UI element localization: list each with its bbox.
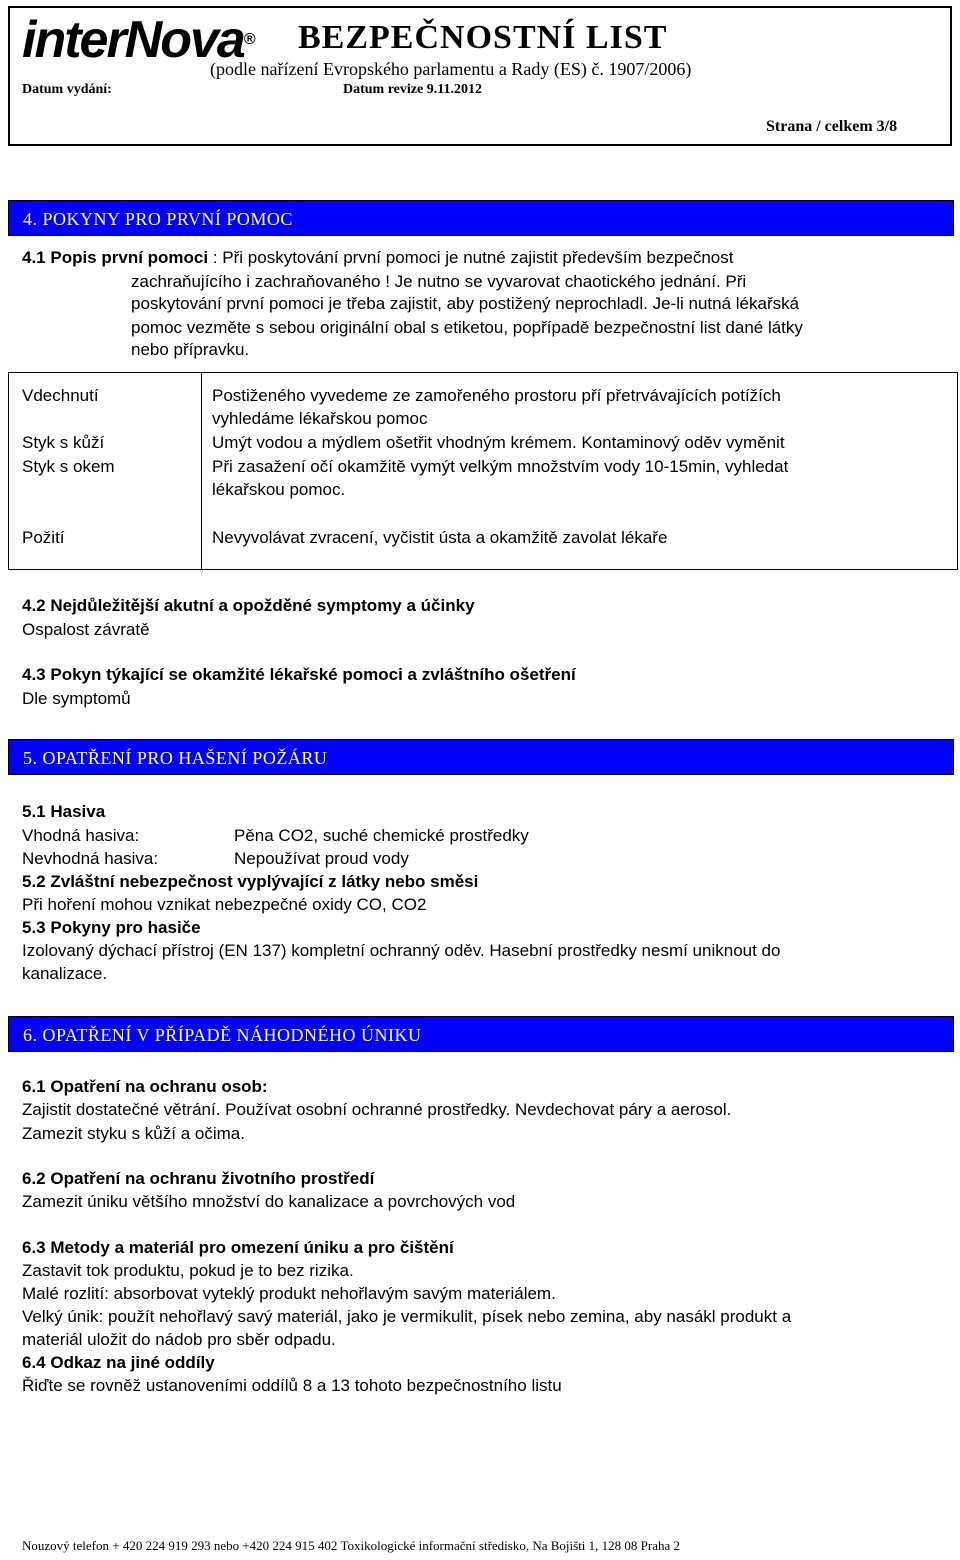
unsuitable-value: Nepoužívat proud vody xyxy=(234,849,409,868)
p52-text: Při hoření mohou vznikat nebezpečné oxidy CO, CO2 xyxy=(22,895,427,914)
route-inhalation: Vdechnutí xyxy=(22,386,99,405)
p41-line5: nebo přípravku. xyxy=(131,340,250,359)
table-divider xyxy=(201,372,202,570)
p63-title: 6.3 Metody a materiál pro omezení úniku a pro čištění xyxy=(22,1238,454,1257)
route-ingestion: Požití xyxy=(22,528,65,547)
eye-text-1: Při zasažení očí okamžitě vymýt velkým množstvím vody 10-15min, vyhledat xyxy=(212,457,789,476)
skin-text: Umýt vodou a mýdlem ošetřit vhodným krémem. Kontaminový oděv vyměnit xyxy=(212,433,785,452)
p43-title: 4.3 Pokyn týkající se okamžité lékařské pomoci a zvláštního ošetření xyxy=(22,665,576,684)
p64-title: 6.4 Odkaz na jiné oddíly xyxy=(22,1353,215,1372)
p62-text: Zamezit úniku většího množství do kanalizace a povrchových vod xyxy=(22,1192,516,1211)
p41-line2: zachraňujícího i zachraňovaného ! Je nutno se vyvarovat chaotického jednání. Při xyxy=(131,272,747,291)
eye-text-2: lékařskou pomoc. xyxy=(212,480,346,499)
revision-date: Datum revize 9.11.2012 xyxy=(343,82,482,97)
inhalation-text-2: vyhledáme lékařskou pomoc xyxy=(212,409,428,428)
issue-date: Datum vydání: xyxy=(22,82,112,97)
route-eye: Styk s okem xyxy=(22,457,115,476)
p63-line4: materiál uložit do nádob pro sběr odpadu. xyxy=(22,1330,336,1349)
section-5-header: 5. OPATŘENÍ PRO HAŠENÍ POŽÁRU xyxy=(8,739,954,775)
emergency-phone-footer: Nouzový telefon + 420 224 919 293 nebo +420 224 915 402 Toxikologické informační středisko, Na Bojišti 1, 128 08 Praha 2 xyxy=(22,1538,681,1553)
p53-line2: kanalizace. xyxy=(22,964,108,983)
ingestion-text: Nevyvolávat zvracení, vyčistit ústa a okamžitě zavolat lékaře xyxy=(212,528,668,547)
p42-text: Ospalost závratě xyxy=(22,620,150,639)
p41-line4: pomoc vezměte s sebou originální obal s etiketou, popřípadě bezpečnostní list dané látky xyxy=(131,318,803,337)
p61-title: 6.1 Opatření na ochranu osob: xyxy=(22,1077,268,1096)
p63-line1: Zastavit tok produktu, pokud je to bez rizika. xyxy=(22,1261,354,1280)
company-logo: interNova® xyxy=(22,11,256,69)
p63-line3: Velký únik: použít nehořlavý savý materiál, jako je vermikulit, písek nebo zemina, aby nasákl produkt a xyxy=(22,1307,792,1326)
document-title: BEZPEČNOSTNÍ LIST xyxy=(298,19,668,56)
unsuitable-label: Nevhodná hasiva: xyxy=(22,849,159,868)
section-4-header: 4. POKYNY PRO PRVNÍ POMOC xyxy=(8,200,954,236)
p43-text: Dle symptomů xyxy=(22,689,131,708)
suitable-label: Vhodná hasiva: xyxy=(22,826,140,845)
p53-line1: Izolovaný dýchací přístroj (EN 137) kompletní ochranný oděv. Hasební prostředky nesmí uniknout do xyxy=(22,941,781,960)
p61-line1: Zajistit dostatečné větrání. Používat osobní ochranné prostředky. Nevdechovat páry a aerosol. xyxy=(22,1100,732,1119)
p42-title: 4.2 Nejdůležitější akutní a opožděné symptomy a účinky xyxy=(22,596,475,615)
p62-title: 6.2 Opatření na ochranu životního prostředí xyxy=(22,1169,375,1188)
page-counter: Strana / celkem 3/8 xyxy=(766,118,898,135)
inhalation-text-1: Postiženého vyvedeme ze zamořeného prostoru pří přetrvávajících potížích xyxy=(212,386,781,405)
section-6-header: 6. OPATŘENÍ V PŘÍPADĚ NÁHODNÉHO ÚNIKU xyxy=(8,1016,954,1052)
p41-line1: 4.1 Popis první pomoci : Při poskytování první pomoci je nutné zajistit především bezpečnost xyxy=(22,248,734,267)
p51-title: 5.1 Hasiva xyxy=(22,802,106,821)
p53-title: 5.3 Pokyny pro hasiče xyxy=(22,918,201,937)
suitable-value: Pěna CO2, suché chemické prostředky xyxy=(234,826,529,845)
p52-title: 5.2 Zvláštní nebezpečnost vyplývající z látky nebo směsi xyxy=(22,872,479,891)
route-skin: Styk s kůží xyxy=(22,433,105,452)
p63-line2: Malé rozlití: absorbovat vyteklý produkt nehořlavým savým materiálem. xyxy=(22,1284,556,1303)
document-subtitle: (podle nařízení Evropského parlamentu a Rady (ES) č. 1907/2006) xyxy=(210,59,692,79)
p41-line3: poskytování první pomoci je třeba zajistit, aby postižený neprochladl. Je-li nutná lékařská xyxy=(131,294,800,313)
p61-line2: Zamezit styku s kůží a očima. xyxy=(22,1124,245,1143)
p64-text: Řiďte se rovněž ustanoveními oddílů 8 a 13 tohoto bezpečnostního listu xyxy=(22,1376,562,1395)
